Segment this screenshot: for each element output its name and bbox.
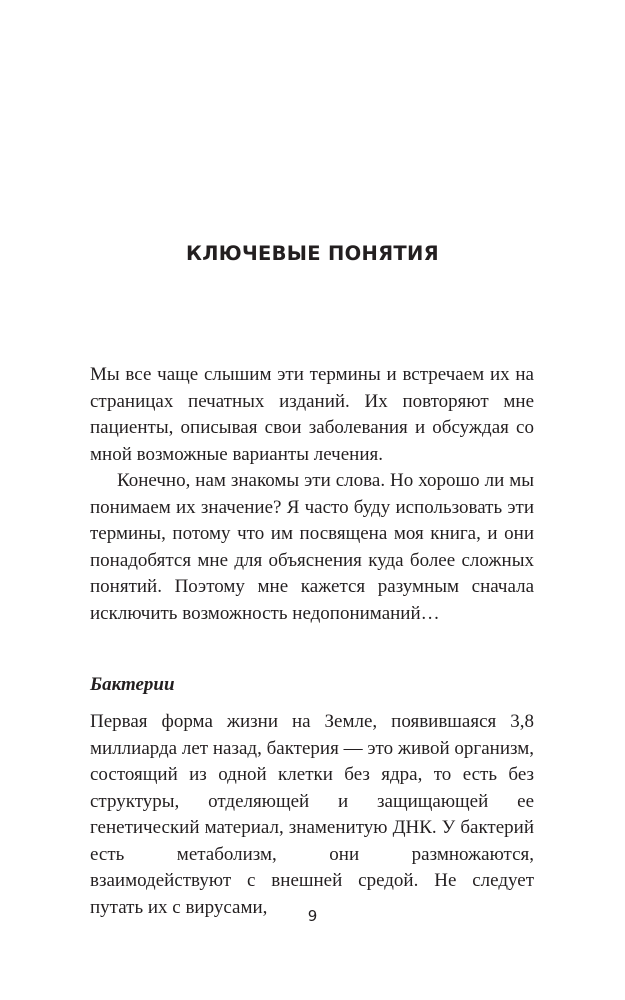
intro-paragraph-1: Мы все чаще слышим эти термины и встречаем их на страницах печатных изданий. Их повторяют мне пациенты, описывая свои заболевания и обсуждая со мной возможные варианты лечения. (90, 364, 534, 465)
section-paragraph: Первая форма жизни на Земле, появившаяся 3,8 миллиарда лет назад, бактерия — это живой организм, состоящий из одной клетки без ядра, то есть без структуры, отделяющей и защищающей ее генетический материал, знаменитую ДНК. У бактерий есть метаболизм, они размножаются, взаимодействуют с внешней средой. Не следует путать их с вирусами, (90, 711, 534, 918)
intro-paragraph-2: Конечно, нам знакомы эти слова. Но хорошо ли мы понимаем их значение? Я часто буду использовать эти термины, потому что им посвящена моя книга, и они понадобятся мне для объяснения куда более сложных понятий. Поэтому мне кажется разумным сначала исключить возможность недопониманий… (90, 470, 534, 624)
page-number: 9 (307, 907, 318, 925)
chapter-title: КЛЮЧЕВЫЕ ПОНЯТИЯ (186, 242, 439, 265)
intro-text (90, 362, 534, 627)
section-heading: Бактерии (90, 674, 175, 695)
section-text (90, 709, 534, 921)
